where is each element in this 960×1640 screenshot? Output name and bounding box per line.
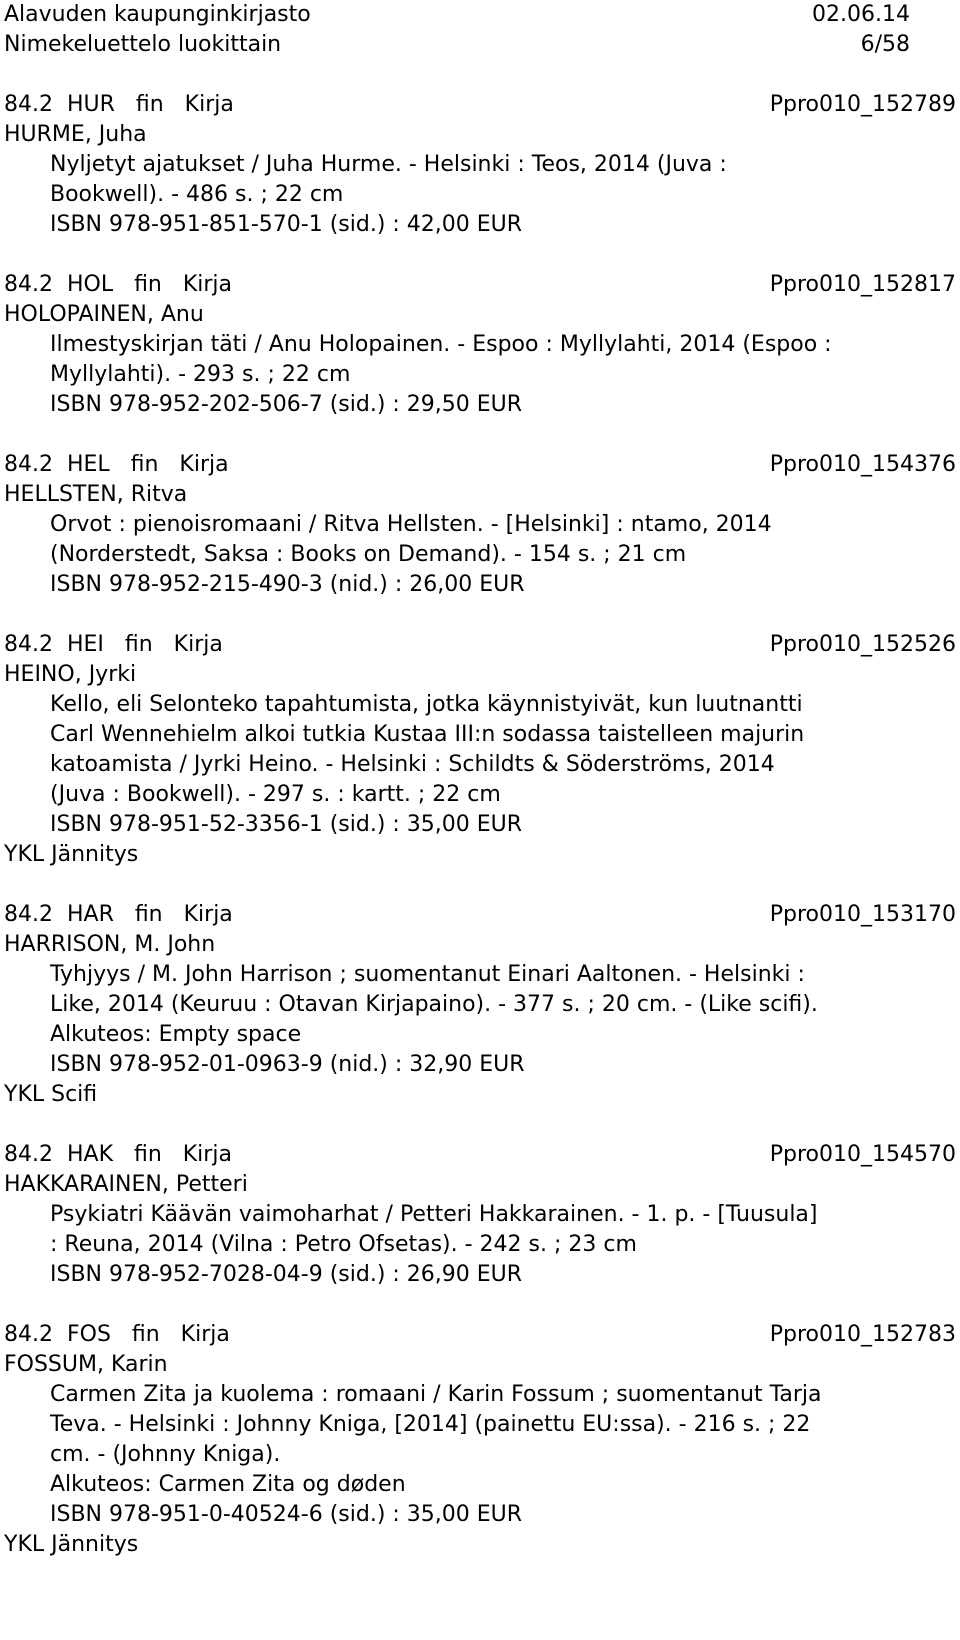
entry-description-line: ISBN 978-952-202-506-7 (sid.) : 29,50 EUR <box>50 392 523 417</box>
entry-author: HELLSTEN, Ritva <box>4 482 188 507</box>
header-row-1 <box>4 0 956 30</box>
entry-classification: 84.2 HAR fin Kirja <box>4 902 233 927</box>
entry-description-line: ISBN 978-951-52-3356-1 (sid.) : 35,00 EUR <box>50 812 523 837</box>
entry-id: Ppro010_152526 <box>769 632 956 657</box>
entry-description <box>4 150 926 240</box>
entry-author: HURME, Juha <box>4 122 147 147</box>
entry-classification: 84.2 HAK fin Kirja <box>4 1142 232 1167</box>
entry-description-line: ISBN 978-952-7028-04-9 (sid.) : 26,90 EUR <box>50 1262 523 1287</box>
page-number: 6/58 <box>860 32 910 57</box>
entry-id: Ppro010_152783 <box>769 1322 956 1347</box>
entry-classification: 84.2 FOS fin Kirja <box>4 1322 230 1347</box>
entry-class-row <box>4 270 956 300</box>
entry-description-line: katoamista / Jyrki Heino. - Helsinki : Schildts & Söderströms, 2014 <box>50 752 775 777</box>
entry-author: FOSSUM, Karin <box>4 1352 168 1377</box>
catalog-entry <box>4 450 956 600</box>
library-name: Alavuden kaupunginkirjasto <box>4 2 311 27</box>
entry-description-line: Myllylahti). - 293 s. ; 22 cm <box>50 362 351 387</box>
entry-description-line: ISBN 978-951-0-40524-6 (sid.) : 35,00 EUR <box>50 1502 523 1527</box>
entry-description <box>4 960 926 1080</box>
entry-description-line: ISBN 978-952-215-490-3 (nid.) : 26,00 EUR <box>50 572 525 597</box>
catalog-entry <box>4 90 956 240</box>
entry-classification: 84.2 HEI fin Kirja <box>4 632 223 657</box>
catalog-entry <box>4 270 956 420</box>
entry-description-line: ISBN 978-951-851-570-1 (sid.) : 42,00 EUR <box>50 212 523 237</box>
entry-classification: 84.2 HUR fin Kirja <box>4 92 234 117</box>
entry-description-line: Nyljetyt ajatukset / Juha Hurme. - Helsinki : Teos, 2014 (Juva : <box>50 152 727 177</box>
catalog-entry <box>4 630 956 870</box>
entry-description-line: Like, 2014 (Keuruu : Otavan Kirjapaino). - 377 s. ; 20 cm. - (Like scifi). <box>50 992 818 1017</box>
entry-author: HEINO, Jyrki <box>4 662 137 687</box>
header-row-2 <box>4 30 956 60</box>
entry-classification: 84.2 HEL fin Kirja <box>4 452 229 477</box>
entry-description-line: Bookwell). - 486 s. ; 22 cm <box>50 182 344 207</box>
catalog-entry <box>4 1140 956 1290</box>
entry-description <box>4 1200 926 1290</box>
entry-ykl-genre: YKL Jännitys <box>4 842 139 867</box>
entry-description <box>4 330 926 420</box>
entry-description-line: Orvot : pienoisromaani / Ritva Hellsten. - [Helsinki] : ntamo, 2014 <box>50 512 772 537</box>
entry-description-line: Tyhjyys / M. John Harrison ; suomentanut Einari Aaltonen. - Helsinki : <box>50 962 805 987</box>
entry-ykl-genre: YKL Jännitys <box>4 1532 139 1557</box>
catalog-entry <box>4 1320 956 1560</box>
entry-list <box>4 90 956 1560</box>
entry-description-line: Teva. - Helsinki : Johnny Kniga, [2014] (painettu EU:ssa). - 216 s. ; 22 <box>50 1412 811 1437</box>
entry-description <box>4 690 926 840</box>
list-title: Nimekeluettelo luokittain <box>4 32 282 57</box>
entry-author: HARRISON, M. John <box>4 932 216 957</box>
entry-class-row <box>4 1140 956 1170</box>
entry-class-row <box>4 900 956 930</box>
entry-description-line: cm. - (Johnny Kniga). <box>50 1442 281 1467</box>
entry-description-line: Ilmestyskirjan täti / Anu Holopainen. - Espoo : Myllylahti, 2014 (Espoo : <box>50 332 832 357</box>
entry-description-line: Carl Wennehielm alkoi tutkia Kustaa III:n sodassa taistelleen majurin <box>50 722 805 747</box>
entry-id: Ppro010_154570 <box>769 1142 956 1167</box>
entry-author: HAKKARAINEN, Petteri <box>4 1172 248 1197</box>
entry-description <box>4 1380 926 1530</box>
entry-description <box>4 510 926 600</box>
entry-description-line: Kello, eli Selonteko tapahtumista, jotka käynnistyivät, kun luutnantti <box>50 692 803 717</box>
entry-description-line: Alkuteos: Carmen Zita og døden <box>50 1472 406 1497</box>
entry-description-line: Psykiatri Käävän vaimoharhat / Petteri Hakkarainen. - 1. p. - [Tuusula] <box>50 1202 818 1227</box>
entry-description-line: ISBN 978-952-01-0963-9 (nid.) : 32,90 EUR <box>50 1052 525 1077</box>
entry-class-row <box>4 450 956 480</box>
entry-ykl-genre: YKL Scifi <box>4 1082 98 1107</box>
entry-description-line: (Norderstedt, Saksa : Books on Demand). - 154 s. ; 21 cm <box>50 542 687 567</box>
entry-id: Ppro010_154376 <box>769 452 956 477</box>
entry-description-line: Alkuteos: Empty space <box>50 1022 302 1047</box>
entry-class-row <box>4 90 956 120</box>
entry-class-row <box>4 1320 956 1350</box>
entry-classification: 84.2 HOL fin Kirja <box>4 272 233 297</box>
entry-author: HOLOPAINEN, Anu <box>4 302 204 327</box>
entry-description-line: : Reuna, 2014 (Vilna : Petro Ofsetas). - 242 s. ; 23 cm <box>50 1232 637 1257</box>
entry-id: Ppro010_153170 <box>769 902 956 927</box>
entry-id: Ppro010_152789 <box>769 92 956 117</box>
print-date: 02.06.14 <box>812 2 910 27</box>
catalog-entry <box>4 900 956 1110</box>
entry-id: Ppro010_152817 <box>769 272 956 297</box>
entry-class-row <box>4 630 956 660</box>
entry-description-line: (Juva : Bookwell). - 297 s. : kartt. ; 22 cm <box>50 782 501 807</box>
entry-description-line: Carmen Zita ja kuolema : romaani / Karin Fossum ; suomentanut Tarja <box>50 1382 822 1407</box>
